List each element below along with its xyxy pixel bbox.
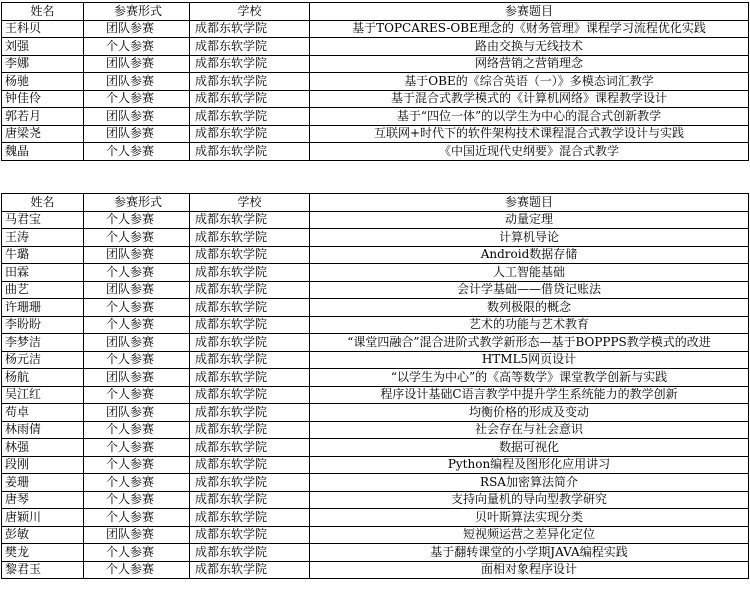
cell-name: 林强: [2, 439, 84, 457]
table-row: [2, 246, 749, 264]
cell-name: 郭若月: [2, 108, 84, 126]
header-school: 学校: [190, 194, 310, 212]
cell-topic: 基于“四位一体”的以学生为中心的混合式创新教学: [310, 108, 749, 126]
cell-topic: 基于混合式教学模式的《计算机网络》课程教学设计: [310, 90, 749, 108]
cell-school: 成都东软学院: [190, 316, 310, 334]
cell-type: 团队参赛: [84, 404, 190, 422]
cell-topic: 数据可视化: [310, 439, 749, 457]
cell-name: 李梦洁: [2, 334, 84, 352]
cell-name: 唐梁尧: [2, 125, 84, 143]
table-row: [2, 55, 749, 73]
cell-type: 个人参赛: [84, 474, 190, 492]
cell-type: 团队参赛: [84, 369, 190, 387]
cell-school: 成都东软学院: [190, 73, 310, 91]
cell-name: 黎君玉: [2, 561, 84, 579]
table-row: [2, 491, 749, 509]
header-topic: 参赛题目: [310, 194, 749, 212]
cell-type: 团队参赛: [84, 246, 190, 264]
cell-school: 成都东软学院: [190, 299, 310, 317]
cell-type: 个人参赛: [84, 509, 190, 527]
cell-school: 成都东软学院: [190, 509, 310, 527]
table-row: [2, 561, 749, 579]
cell-name: 刘强: [2, 38, 84, 56]
cell-name: 王涛: [2, 229, 84, 247]
cell-topic: 基于翻转课堂的小学期JAVA编程实践: [310, 544, 749, 562]
cell-school: 成都东软学院: [190, 404, 310, 422]
cell-type: 团队参赛: [84, 108, 190, 126]
cell-type: 团队参赛: [84, 20, 190, 38]
cell-type: 团队参赛: [84, 55, 190, 73]
table-row: [2, 90, 749, 108]
cell-school: 成都东软学院: [190, 20, 310, 38]
cell-type: 个人参赛: [84, 456, 190, 474]
cell-topic: 会计学基础——借贷记账法: [310, 281, 749, 299]
table-row: [2, 509, 749, 527]
cell-name: 彭敏: [2, 526, 84, 544]
cell-topic: 基于OBE的《综合英语（一）》多模态词汇教学: [310, 73, 749, 91]
cell-type: 个人参赛: [84, 544, 190, 562]
cell-name: 牛璐: [2, 246, 84, 264]
cell-type: 个人参赛: [84, 264, 190, 282]
header-topic: 参赛题目: [310, 3, 749, 21]
cell-school: 成都东软学院: [190, 246, 310, 264]
table-row: [2, 20, 749, 38]
cell-topic: RSA加密算法简介: [310, 474, 749, 492]
cell-topic: 互联网+时代下的软件架构技术课程混合式教学设计与实践: [310, 125, 749, 143]
table-row: [2, 264, 749, 282]
cell-type: 个人参赛: [84, 211, 190, 229]
header-name: 姓名: [2, 3, 84, 21]
table-row: [2, 544, 749, 562]
cell-topic: 人工智能基础: [310, 264, 749, 282]
table-row: [2, 369, 749, 387]
cell-type: 个人参赛: [84, 316, 190, 334]
cell-type: 个人参赛: [84, 38, 190, 56]
cell-name: 杨驰: [2, 73, 84, 91]
cell-name: 吴江红: [2, 386, 84, 404]
cell-name: 苟卓: [2, 404, 84, 422]
table-row: [2, 351, 749, 369]
table-row: [2, 421, 749, 439]
cell-topic: Android数据存储: [310, 246, 749, 264]
participants-table-1: [1, 2, 749, 161]
cell-type: 团队参赛: [84, 73, 190, 91]
cell-topic: 《中国近现代史纲要》混合式教学: [310, 143, 749, 161]
cell-topic: 社会存在与社会意识: [310, 421, 749, 439]
table-row: [2, 439, 749, 457]
cell-name: 魏晶: [2, 143, 84, 161]
table-header-row: [2, 194, 749, 212]
cell-type: 团队参赛: [84, 526, 190, 544]
cell-topic: 支持向量机的导向型教学研究: [310, 491, 749, 509]
table-row: [2, 456, 749, 474]
cell-topic: 计算机导论: [310, 229, 749, 247]
cell-topic: 数列极限的概念: [310, 299, 749, 317]
cell-school: 成都东软学院: [190, 439, 310, 457]
header-name: 姓名: [2, 194, 84, 212]
table-row: [2, 143, 749, 161]
cell-name: 段刚: [2, 456, 84, 474]
cell-school: 成都东软学院: [190, 229, 310, 247]
table-row: [2, 526, 749, 544]
cell-type: 个人参赛: [84, 561, 190, 579]
table-row: [2, 281, 749, 299]
participants-table-2: [1, 193, 749, 579]
cell-school: 成都东软学院: [190, 125, 310, 143]
header-type: 参赛形式: [84, 3, 190, 21]
cell-name: 李娜: [2, 55, 84, 73]
cell-topic: 均衡价格的形成及变动: [310, 404, 749, 422]
cell-name: 钟佳伶: [2, 90, 84, 108]
cell-school: 成都东软学院: [190, 90, 310, 108]
cell-name: 樊龙: [2, 544, 84, 562]
cell-name: 林雨倩: [2, 421, 84, 439]
cell-type: 个人参赛: [84, 229, 190, 247]
table-row: [2, 334, 749, 352]
cell-topic: HTML5网页设计: [310, 351, 749, 369]
table-row: [2, 386, 749, 404]
cell-name: 马君宝: [2, 211, 84, 229]
cell-name: 许珊珊: [2, 299, 84, 317]
cell-school: 成都东软学院: [190, 281, 310, 299]
cell-type: 个人参赛: [84, 491, 190, 509]
table-row: [2, 73, 749, 91]
cell-school: 成都东软学院: [190, 334, 310, 352]
table-header-row: [2, 3, 749, 21]
cell-name: 杨航: [2, 369, 84, 387]
cell-type: 团队参赛: [84, 334, 190, 352]
cell-school: 成都东软学院: [190, 491, 310, 509]
cell-school: 成都东软学院: [190, 369, 310, 387]
cell-school: 成都东软学院: [190, 456, 310, 474]
cell-school: 成都东软学院: [190, 386, 310, 404]
table-row: [2, 38, 749, 56]
cell-school: 成都东软学院: [190, 421, 310, 439]
cell-topic: 短视频运营之差异化定位: [310, 526, 749, 544]
cell-topic: 动量定理: [310, 211, 749, 229]
cell-type: 个人参赛: [84, 386, 190, 404]
cell-school: 成都东软学院: [190, 526, 310, 544]
cell-type: 个人参赛: [84, 90, 190, 108]
table-row: [2, 316, 749, 334]
cell-school: 成都东软学院: [190, 38, 310, 56]
cell-topic: 面相对象程序设计: [310, 561, 749, 579]
cell-name: 李盼盼: [2, 316, 84, 334]
cell-school: 成都东软学院: [190, 143, 310, 161]
cell-type: 个人参赛: [84, 439, 190, 457]
cell-type: 个人参赛: [84, 351, 190, 369]
cell-school: 成都东软学院: [190, 351, 310, 369]
cell-topic: 网络营销之营销理念: [310, 55, 749, 73]
cell-name: 田霖: [2, 264, 84, 282]
table-row: [2, 229, 749, 247]
cell-name: 王科贝: [2, 20, 84, 38]
table-row: [2, 299, 749, 317]
cell-name: 唐颖川: [2, 509, 84, 527]
cell-name: 杨元洁: [2, 351, 84, 369]
cell-topic: Python编程及图形化应用讲习: [310, 456, 749, 474]
cell-type: 个人参赛: [84, 421, 190, 439]
table-row: [2, 404, 749, 422]
table-row: [2, 108, 749, 126]
cell-topic: 基于TOPCARES-OBE理念的《财务管理》课程学习流程优化实践: [310, 20, 749, 38]
cell-school: 成都东软学院: [190, 211, 310, 229]
cell-name: 姜珊: [2, 474, 84, 492]
cell-topic: 艺术的功能与艺术教育: [310, 316, 749, 334]
cell-topic: 程序设计基础C语言教学中提升学生系统能力的教学创新: [310, 386, 749, 404]
cell-topic: “以学生为中心”的《高等数学》课堂教学创新与实践: [310, 369, 749, 387]
cell-topic: 路由交换与无线技术: [310, 38, 749, 56]
cell-school: 成都东软学院: [190, 561, 310, 579]
header-type: 参赛形式: [84, 194, 190, 212]
cell-type: 个人参赛: [84, 299, 190, 317]
cell-school: 成都东软学院: [190, 264, 310, 282]
cell-school: 成都东软学院: [190, 108, 310, 126]
cell-type: 个人参赛: [84, 143, 190, 161]
table-row: [2, 474, 749, 492]
cell-type: 团队参赛: [84, 125, 190, 143]
cell-school: 成都东软学院: [190, 544, 310, 562]
cell-school: 成都东软学院: [190, 474, 310, 492]
cell-name: 唐琴: [2, 491, 84, 509]
cell-type: 团队参赛: [84, 281, 190, 299]
cell-school: 成都东软学院: [190, 55, 310, 73]
table-row: [2, 211, 749, 229]
cell-topic: 贝叶斯算法实现分类: [310, 509, 749, 527]
table-row: [2, 125, 749, 143]
header-school: 学校: [190, 3, 310, 21]
cell-topic: “课堂四融合”混合进阶式教学新形态—基于BOPPPS教学模式的改进: [310, 334, 749, 352]
cell-name: 曲艺: [2, 281, 84, 299]
